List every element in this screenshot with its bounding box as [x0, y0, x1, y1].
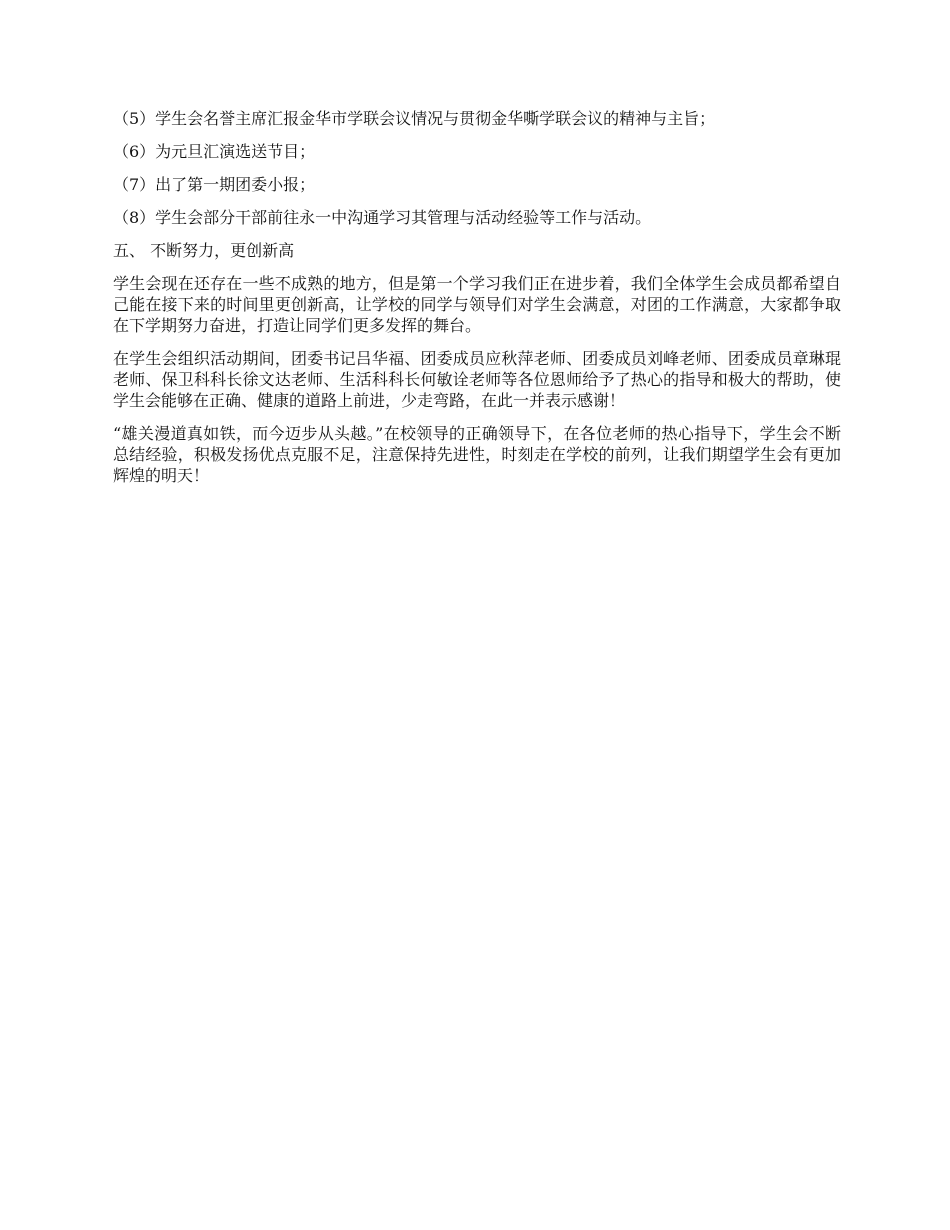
list-item-5: （5）学生会名誉主席汇报金华市学联会议情况与贯彻金华嘶学联会议的精神与主旨；: [113, 109, 716, 128]
paragraph-thanks: 在学生会组织活动期间，团委书记吕华福、团委成员应秋萍老师、团委成员刘峰老师、团委成员章琳琨老师、保卫科科长徐文达老师、生活科科长何敏诠老师等各位恩师给予了热心的指导和极大的帮助，使学生会能够在正确、健康的道路上前进，少走弯路，在此一并表示感谢！: [113, 349, 841, 410]
paragraph-closing: “雄关漫道真如铁，而今迈步从头越。”在校领导的正确领导下，在各位老师的热心指导下，学生会不断总结经验，积极发扬优点克服不足，注意保持先进性，时刻走在学校的前列，让我们期望学生会有更加辉煌的明天！: [113, 424, 841, 485]
list-item-6: （6）为元旦汇演选送节目；: [113, 142, 316, 161]
document-page: [113, 108, 841, 498]
list-item-7: （7）出了第一期团委小报；: [113, 175, 316, 194]
section-heading: 五、 不断努力，更创新高: [113, 241, 295, 260]
paragraph-progress: 学生会现在还存在一些不成熟的地方，但是第一个学习我们正在进步着，我们全体学生会成员都希望自己能在接下来的时间里更创新高，让学校的同学与领导们对学生会满意，对团的工作满意，大家都争取在下学期努力奋进，打造让同学们更多发挥的舞台。: [113, 274, 841, 335]
list-item-8: （8）学生会部分干部前往永一中沟通学习其管理与活动经验等工作与活动。: [113, 208, 652, 227]
